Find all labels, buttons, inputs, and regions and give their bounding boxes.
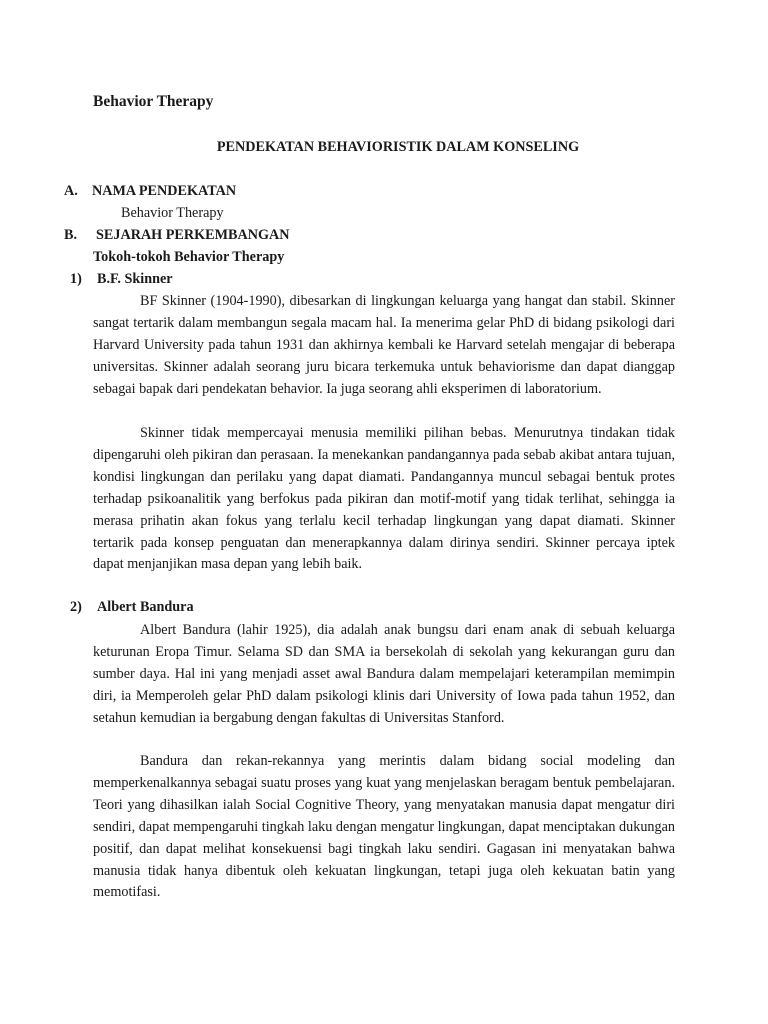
- skinner-paragraph-1: BF Skinner (1904-1990), dibesarkan di lingkungan keluarga yang hangat dan stabil. Skinner sangat tertarik dalam membangun segala macam hal. Ia menerima gelar PhD di bidang psikologi dari Harvard University pada tahun 1931 dan akhirnya kembali ke Harvard setelah mengajar di beberapa universitas. Skinner adalah seorang juru bicara terkemuka untuk behaviorisme dan dapat dianggap sebagai bapak dari pendekatan behavior. Ia juga seorang ahli eksperimen di laboratorium.: [93, 293, 675, 397]
- figure-2-marker: 2): [70, 599, 82, 615]
- skinner-paragraph-2: Skinner tidak mempercayai menusia memiliki pilihan bebas. Menurutnya tindakan tidak dipengaruhi oleh pikiran dan perasaan. Ia menekankan pandangannya pada sebab akibat antara tujuan, kondisi lingkungan dan perilaku yang dapat diamati. Pandangannya muncul sebagai bentuk protes terhadap psikoanalitik yang berfokus pada pikiran dan motif-motif yang tidak terlihat, sehingga ia merasa prihatin akan fokus yang terlalu kecil terhadap lingkungan yang dapat diamati. Skinner tertarik pada konsep penguatan dan menerapkannya dalam dirinya sendiri. Skinner percaya iptek dapat menjanjikan masa depan yang lebih baik.: [93, 425, 675, 573]
- figure-2-name: Albert Bandura: [97, 599, 194, 615]
- section-a-heading: NAMA PENDEKATAN: [92, 183, 237, 199]
- figure-1-name: B.F. Skinner: [97, 271, 173, 287]
- section-b-heading: SEJARAH PERKEMBANGAN: [96, 227, 290, 243]
- main-title: PENDEKATAN BEHAVIORISTIK DALAM KONSELING: [216, 139, 580, 155]
- section-a-content: Behavior Therapy: [121, 205, 224, 221]
- document-header: Behavior Therapy: [93, 93, 214, 110]
- bandura-paragraph-1: Albert Bandura (lahir 1925), dia adalah anak bungsu dari enam anak di sebuah keluarga keturunan Eropa Timur. Selama SD dan SMA ia bersekolah di sekolah yang kekurangan guru dan sumber daya. Hal ini yang menjadi asset awal Bandura dalam mempelajari keterampilan memimpin diri, ia Memperoleh gelar PhD dalam psikologi klinis dari University of Iowa pada tahun 1952, dan setahun kemudian ia bergabung dengan fakultas di Universitas Stanford.: [93, 622, 675, 726]
- bandura-paragraph-2: Bandura dan rekan-rekannya yang merintis dalam bidang social modeling dan memperkenalkannya sebagai suatu proses yang kuat yang menjelaskan beragam bentuk pembelajaran. Teori yang dihasilkan ialah Social Cognitive Theory, yang menyatakan manusia dapat mengatur diri sendiri, dapat mempengaruhi tingkah laku dengan mengatur lingkungan, dapat menciptakan dukungan positif, dan dapat melihat konsekuensi bagi tingkah laku sendiri. Gagasan ini menyatakan bahwa manusia tidak hanya dibentuk oleh kekuatan lingkungan, tetapi juga oleh kekuatan batin yang memotifasi.: [93, 753, 675, 901]
- section-a-marker: A.: [64, 183, 78, 199]
- figure-1-marker: 1): [70, 271, 82, 287]
- section-b-subheading: Tokoh-tokoh Behavior Therapy: [93, 249, 285, 265]
- section-b-marker: B.: [64, 227, 78, 243]
